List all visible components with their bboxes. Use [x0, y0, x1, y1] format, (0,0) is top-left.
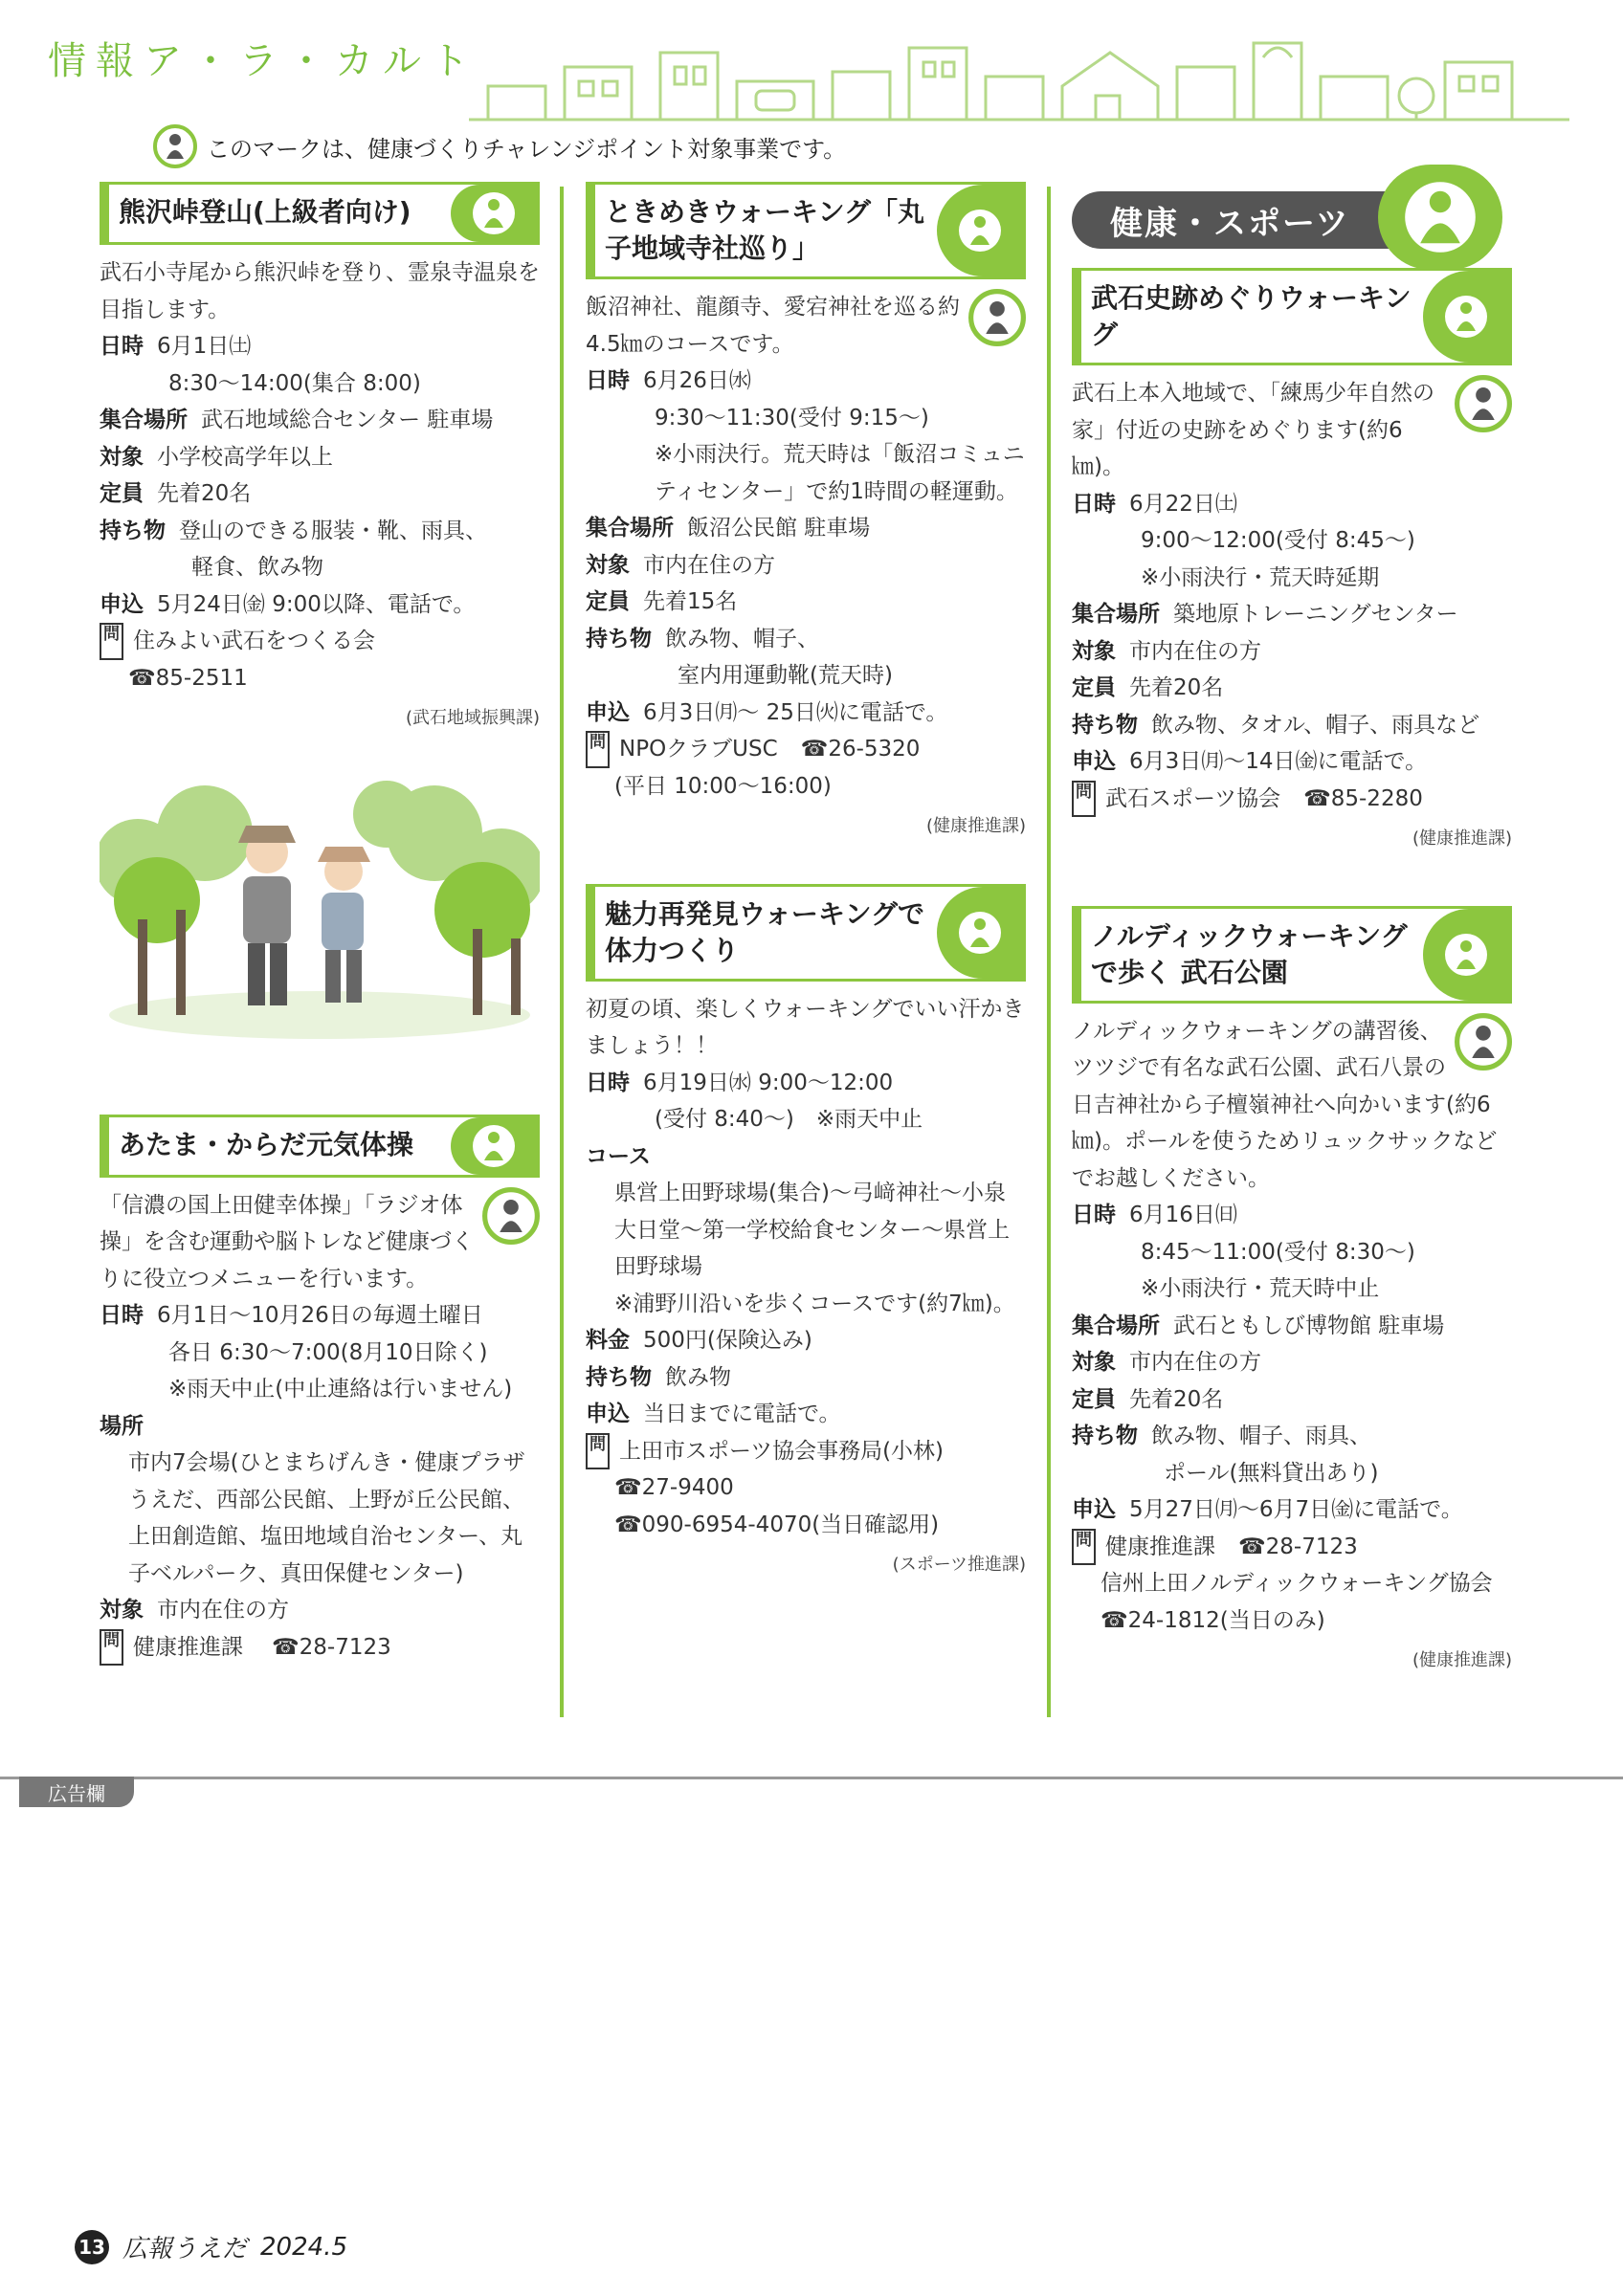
contact-icon: 問 — [100, 1629, 123, 1667]
event-tokimeki — [586, 182, 1026, 846]
event-body: ノルディックウォーキングの講習後、ツツジで有名な武石公園、武石八景の日吉神社から子檀嶺神社へ向かいます(約6㎞)。ポールを使うためリュックサックなどでお越しください。 日時 6月16日㈰ 8:45～11:00(受付 8:30～) ※小雨決行・荒天時中止 集合場所 武石ともしび博物館 駐車場 対象 市内在住の方 定員 先着20名 持ち物 飲み物、帽子、雨具、 ポール(無料貸出あり) 申込 5月27日㈪～6月7日㈮に電話で。 問 健康推進課 ☎28-7123 信州上田ノルディックウォーキング協会 ☎24-1812(当日のみ) (健康推進課) — [1072, 1013, 1512, 1680]
ad-divider — [0, 1777, 1623, 1779]
challenge-point-mark-icon — [482, 1187, 540, 1245]
walking-person-badge-icon — [451, 185, 537, 242]
ad-label: 広告欄 — [19, 1777, 134, 1807]
section-header-title: 情報ア・ラ・カルト — [48, 39, 478, 83]
contact-icon: 問 — [586, 1433, 610, 1470]
phone-number: ☎28-7123 — [1238, 1534, 1358, 1559]
event-title: 武石史跡めぐりウォーキング — [1072, 268, 1512, 365]
department-credit: (健康推進課) — [925, 816, 1026, 836]
walking-person-badge-icon — [937, 887, 1023, 979]
event-atama-karada — [100, 1115, 540, 1667]
challenge-point-mark-icon — [153, 124, 197, 168]
phone-number: ☎090-6954-4070(当日確認用) — [614, 1512, 940, 1537]
event-body: 飯沼神社、龍顔寺、愛宕神社を巡る約4.5㎞のコースです。 日時 6月26日㈬ 9:30～11:30(受付 9:15～) ※小雨決行。荒天時は「飯沼コミュニティセンター」で約1時間の軽運動。 集合場所 飯沼公民館 駐車場 対象 市内在住の方 定員 先着15名 持ち物 飲み物、帽子、 室内用運動靴(荒天時) 申込 6月3日㈪～ 25日㈫に電話で。 問 NPOクラブUSC ☎26-5320 (平日 10:00～16:00) (健康推進課) — [586, 289, 1026, 846]
walking-person-badge-icon — [451, 1117, 537, 1175]
phone-number: ☎85-2511 — [128, 665, 248, 691]
challenge-point-mark-icon — [1455, 375, 1512, 432]
department-credit: (スポーツ推進課) — [892, 1555, 1026, 1575]
event-body: 武石小寺尾から熊沢峠を登り、霊泉寺温泉を目指します。 日時 6月1日㈯ 8:30～14:00(集合 8:00) 集合場所 武石地域総合センター 駐車場 対象 小学校高学年以上 定員 先着20名 持ち物 登山のできる服装・靴、雨具、 軽食、飲み物 申込 5月24日㈮ 9:00以降、電話で。 問 住みよい武石をつくる会 ☎85-2511 (武石地域振興課) — [100, 254, 540, 738]
department-credit: (健康推進課) — [1412, 828, 1512, 849]
challenge-point-note-text: このマークは、健康づくりチャレンジポイント対象事業です。 — [207, 135, 847, 163]
phone-number: ☎26-5320 — [800, 737, 921, 762]
column-2 — [586, 182, 1026, 1584]
page-footer — [75, 2229, 347, 2264]
event-title: 魅力再発見ウォーキングで体力つくり — [586, 884, 1026, 982]
event-body: 初夏の頃、楽しくウォーキングでいい汗かきましょう！！ 日時 6月19日㈬ 9:00～12:00 (受付 8:40～) ※雨天中止 コース 県営上田野球場(集合)～弓﨑神社～小泉大日堂～第一学校給食センター～県営上田野球場 ※浦野川沿いを歩くコースです(約7㎞)。 料金 500円(保険込み) 持ち物 飲み物 申込 当日までに電話で。 問 上田市スポーツ協会事務局(小林) ☎27-9400 ☎090-6954-4070(当日確認用) (スポーツ推進課) — [586, 991, 1026, 1584]
contact-icon: 問 — [586, 731, 610, 768]
walking-person-badge-icon — [1423, 909, 1509, 1001]
phone-number: ☎24-1812(当日のみ) — [1101, 1607, 1325, 1633]
challenge-point-mark-icon — [968, 289, 1026, 346]
event-nordic-walking — [1072, 906, 1512, 1680]
contact-icon: 問 — [100, 623, 123, 660]
column-1 — [100, 182, 540, 1666]
event-kumazawa — [100, 182, 540, 738]
event-miryoku — [586, 884, 1026, 1584]
event-title: あたま・からだ元気体操 — [100, 1115, 540, 1178]
challenge-point-mark-icon — [1455, 1013, 1512, 1071]
phone-number: ☎85-2280 — [1303, 785, 1423, 811]
phone-number: ☎28-7123 — [272, 1634, 391, 1660]
phone-number: ☎27-9400 — [614, 1475, 734, 1500]
section-tag-health-sports — [1072, 182, 1512, 249]
column-divider — [1047, 187, 1051, 1717]
contact-icon: 問 — [1072, 1529, 1096, 1566]
event-body: 「信濃の国上田健幸体操」「ラジオ体操」を含む運動や脳トレなど健康づくりに役立つメニューを行います。 日時 6月1日～10月26日の毎週土曜日 各日 6:30～7:00(8月10日除く) ※雨天中止(中止連絡は行いません) 場所 市内7会場(ひとまちげんき・健康プラザうえだ、西部公民館、上野が丘公民館、上田創造館、塩田地域自治センター、丸子ベルパーク、真田保健センター) 対象 市内在住の方 問 健康推進課 ☎28-7123 — [100, 1187, 540, 1667]
town-skyline-illustration — [469, 29, 1569, 124]
event-title: ときめきウォーキング「丸子地域寺社巡り」 — [586, 182, 1026, 279]
event-title: ノルディックウォーキングで歩く 武石公園 — [1072, 906, 1512, 1004]
column-3 — [1072, 182, 1512, 1680]
contact-icon: 問 — [1072, 781, 1096, 818]
hikers-illustration — [100, 776, 540, 1044]
walking-person-badge-icon — [937, 185, 1023, 276]
challenge-point-note — [153, 122, 846, 170]
department-credit: (武石地域振興課) — [405, 708, 540, 728]
section-tag-label: 健康・スポーツ — [1072, 191, 1397, 249]
publication-name: 広報うえだ — [122, 2235, 248, 2263]
event-body: 武石上本入地域で、「練馬少年自然の家」付近の史跡をめぐります(約6㎞)。 日時 6月22日㈯ 9:00～12:00(受付 8:45～) ※小雨決行・荒天時延期 集合場所 築地原トレーニングセンター 対象 市内在住の方 定員 先着20名 持ち物 飲み物、タオル、帽子、雨具など 申込 6月3日㈪～14日㈮に電話で。 問 武石スポーツ協会 ☎85-2280 (健康推進課) — [1072, 375, 1512, 858]
department-credit: (健康推進課) — [1412, 1650, 1512, 1670]
walking-person-badge-icon — [1423, 271, 1509, 363]
event-takeshi-shiseki — [1072, 268, 1512, 858]
issue-date: 2024.5 — [260, 2232, 347, 2262]
page-number: 13 — [75, 2230, 109, 2264]
exercising-person-icon — [1378, 165, 1502, 270]
event-title: 熊沢峠登山(上級者向け) — [100, 182, 540, 245]
column-divider — [560, 187, 564, 1717]
